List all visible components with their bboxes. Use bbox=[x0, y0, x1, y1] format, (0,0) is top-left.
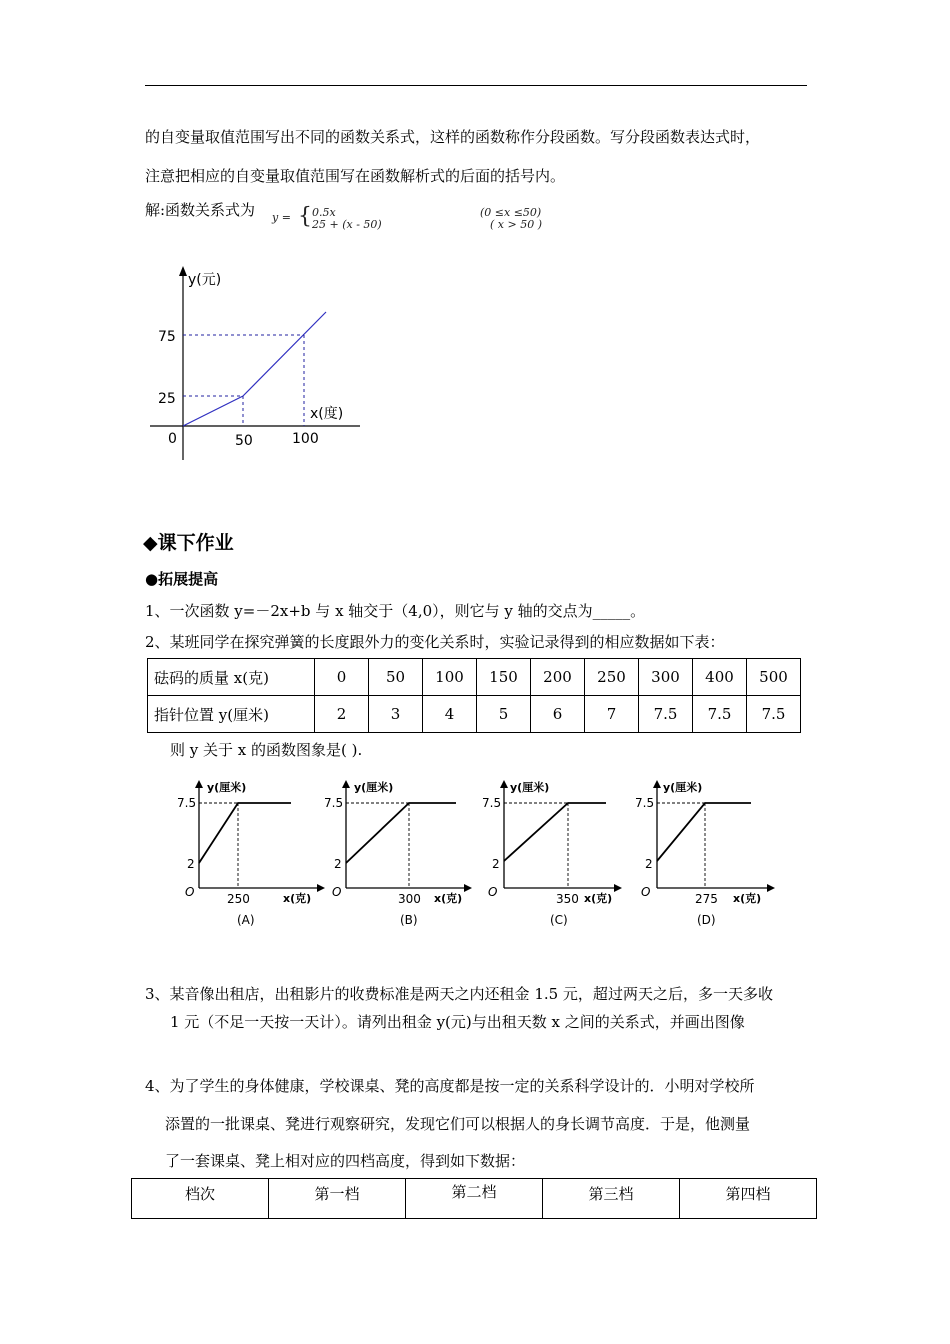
desk-header-2: 第二档 bbox=[406, 1179, 543, 1219]
svg-text:O: O bbox=[185, 885, 195, 899]
option-c-letter: (C) bbox=[550, 913, 568, 927]
svg-text:y(厘米): y(厘米) bbox=[207, 781, 247, 794]
svg-text:y(厘米): y(厘米) bbox=[510, 781, 550, 794]
option-a-letter: (A) bbox=[237, 913, 255, 927]
option-graph-d bbox=[625, 770, 785, 930]
svg-text:7.5: 7.5 bbox=[482, 796, 502, 810]
question-4-line-1: 4、为了学生的身体健康，学校课桌、凳的高度都是按一定的关系科学设计的．小明对学校所 bbox=[145, 1077, 755, 1095]
cell-mass-1: 50 bbox=[369, 659, 423, 696]
cell-mass-0: 0 bbox=[315, 659, 369, 696]
svg-text:2: 2 bbox=[187, 857, 195, 871]
formula-lhs: y = bbox=[272, 211, 291, 224]
svg-text:2: 2 bbox=[334, 857, 342, 871]
cell-pos-1: 3 bbox=[369, 696, 423, 733]
svg-text:O: O bbox=[641, 885, 651, 899]
svg-text:x(克): x(克) bbox=[283, 892, 312, 905]
graph1-x-tick-50: 50 bbox=[235, 433, 253, 449]
question-2-prompt: 则 y 关于 x 的函数图象是( ). bbox=[170, 741, 363, 759]
cell-mass-3: 150 bbox=[477, 659, 531, 696]
question-3-line-2: 1 元（不足一天按一天计）。请列出租金 y(元)与出租天数 x 之间的关系式，并画出图像 bbox=[170, 1013, 745, 1031]
cell-pos-4: 6 bbox=[531, 696, 585, 733]
cell-mass-6: 300 bbox=[639, 659, 693, 696]
graph1-y-arrow bbox=[179, 266, 187, 276]
graph1-segment-1 bbox=[183, 396, 243, 426]
cell-mass-8: 500 bbox=[747, 659, 801, 696]
cell-mass-2: 100 bbox=[423, 659, 477, 696]
section-title: ◆课下作业 bbox=[143, 532, 234, 554]
intro-line-1: 的自变量取值范围写出不同的函数关系式，这样的函数称作分段函数。写分段函数表达式时， bbox=[145, 128, 761, 146]
svg-text:x(克): x(克) bbox=[733, 892, 762, 905]
section-subtitle: ●拓展提高 bbox=[145, 570, 219, 588]
cell-pos-3: 5 bbox=[477, 696, 531, 733]
graph-piecewise bbox=[140, 260, 370, 470]
formula-range-1: (0 ≤x ≤50) bbox=[480, 206, 542, 219]
spring-data-table bbox=[147, 658, 801, 733]
svg-text:y(厘米): y(厘米) bbox=[354, 781, 394, 794]
option-d-letter: (D) bbox=[697, 913, 716, 927]
desk-header-level: 档次 bbox=[132, 1179, 269, 1219]
option-d-x-tick: 275 bbox=[695, 892, 718, 906]
svg-text:O: O bbox=[488, 885, 498, 899]
option-graph-b bbox=[322, 770, 482, 930]
question-1: 1、一次函数 y=－2x+b 与 x 轴交于（4,0），则它与 y 轴的交点为_____。 bbox=[145, 602, 646, 620]
formula-case-2: 25 + (x - 50) bbox=[312, 218, 382, 231]
svg-text:y(厘米): y(厘米) bbox=[663, 781, 703, 794]
svg-text:x(克): x(克) bbox=[434, 892, 463, 905]
formula-case-1: 0.5x bbox=[312, 206, 336, 219]
graph1-segment-2 bbox=[243, 312, 326, 396]
option-a-x-tick: 250 bbox=[227, 892, 250, 906]
header-rule bbox=[145, 85, 807, 86]
svg-text:2: 2 bbox=[645, 857, 653, 871]
desk-header-row bbox=[132, 1179, 817, 1219]
spring-row-position bbox=[148, 696, 801, 733]
formula-brace: { bbox=[298, 204, 312, 229]
option-graph-c bbox=[472, 770, 632, 930]
cell-pos-6: 7.5 bbox=[639, 696, 693, 733]
cell-mass-7: 400 bbox=[693, 659, 747, 696]
graph1-x-tick-0: 0 bbox=[168, 431, 177, 447]
graph1-y-label: y(元) bbox=[188, 272, 222, 288]
option-b-letter: (B) bbox=[400, 913, 418, 927]
svg-text:7.5: 7.5 bbox=[177, 796, 197, 810]
intro-line-2: 注意把相应的自变量取值范围写在函数解析式的后面的括号内。 bbox=[145, 167, 566, 185]
cell-pos-2: 4 bbox=[423, 696, 477, 733]
cell-pos-8: 7.5 bbox=[747, 696, 801, 733]
question-2: 2、某班同学在探究弹簧的长度跟外力的变化关系时，实验记录得到的相应数据如下表： bbox=[145, 633, 725, 651]
svg-text:2: 2 bbox=[492, 857, 500, 871]
solution-label: 解:函数关系式为 bbox=[145, 201, 256, 219]
question-4-line-2: 添置的一批课桌、凳进行观察研究，发现它们可以根据人的身长调节高度．于是，他测量 bbox=[165, 1115, 751, 1133]
graph1-y-tick-25: 25 bbox=[158, 391, 176, 407]
spring-row-mass bbox=[148, 659, 801, 696]
formula-range-2: ( x > 50 ) bbox=[490, 218, 542, 231]
desk-height-table bbox=[131, 1178, 817, 1219]
graph1-x-label: x(度) bbox=[310, 406, 344, 422]
cell-pos-7: 7.5 bbox=[693, 696, 747, 733]
question-3-line-1: 3、某音像出租店，出租影片的收费标准是两天之内还租金 1.5 元，超过两天之后，多一天多收 bbox=[145, 985, 773, 1003]
svg-text:O: O bbox=[332, 885, 342, 899]
cell-mass-label: 砝码的质量 x(克) bbox=[148, 659, 315, 696]
svg-text:x(克): x(克) bbox=[584, 892, 613, 905]
question-4-line-3: 了一套课桌、凳上相对应的四档高度，得到如下数据： bbox=[165, 1152, 526, 1170]
option-c-x-tick: 350 bbox=[556, 892, 579, 906]
option-graph-a bbox=[175, 770, 335, 930]
svg-text:7.5: 7.5 bbox=[635, 796, 655, 810]
option-b-x-tick: 300 bbox=[398, 892, 421, 906]
graph1-y-tick-75: 75 bbox=[158, 329, 176, 345]
svg-text:7.5: 7.5 bbox=[324, 796, 344, 810]
desk-header-4: 第四档 bbox=[680, 1179, 817, 1219]
cell-pos-0: 2 bbox=[315, 696, 369, 733]
desk-header-3: 第三档 bbox=[543, 1179, 680, 1219]
cell-pos-label: 指针位置 y(厘米) bbox=[148, 696, 315, 733]
cell-mass-4: 200 bbox=[531, 659, 585, 696]
desk-header-1: 第一档 bbox=[269, 1179, 406, 1219]
cell-pos-5: 7 bbox=[585, 696, 639, 733]
cell-mass-5: 250 bbox=[585, 659, 639, 696]
graph1-x-tick-100: 100 bbox=[292, 431, 319, 447]
